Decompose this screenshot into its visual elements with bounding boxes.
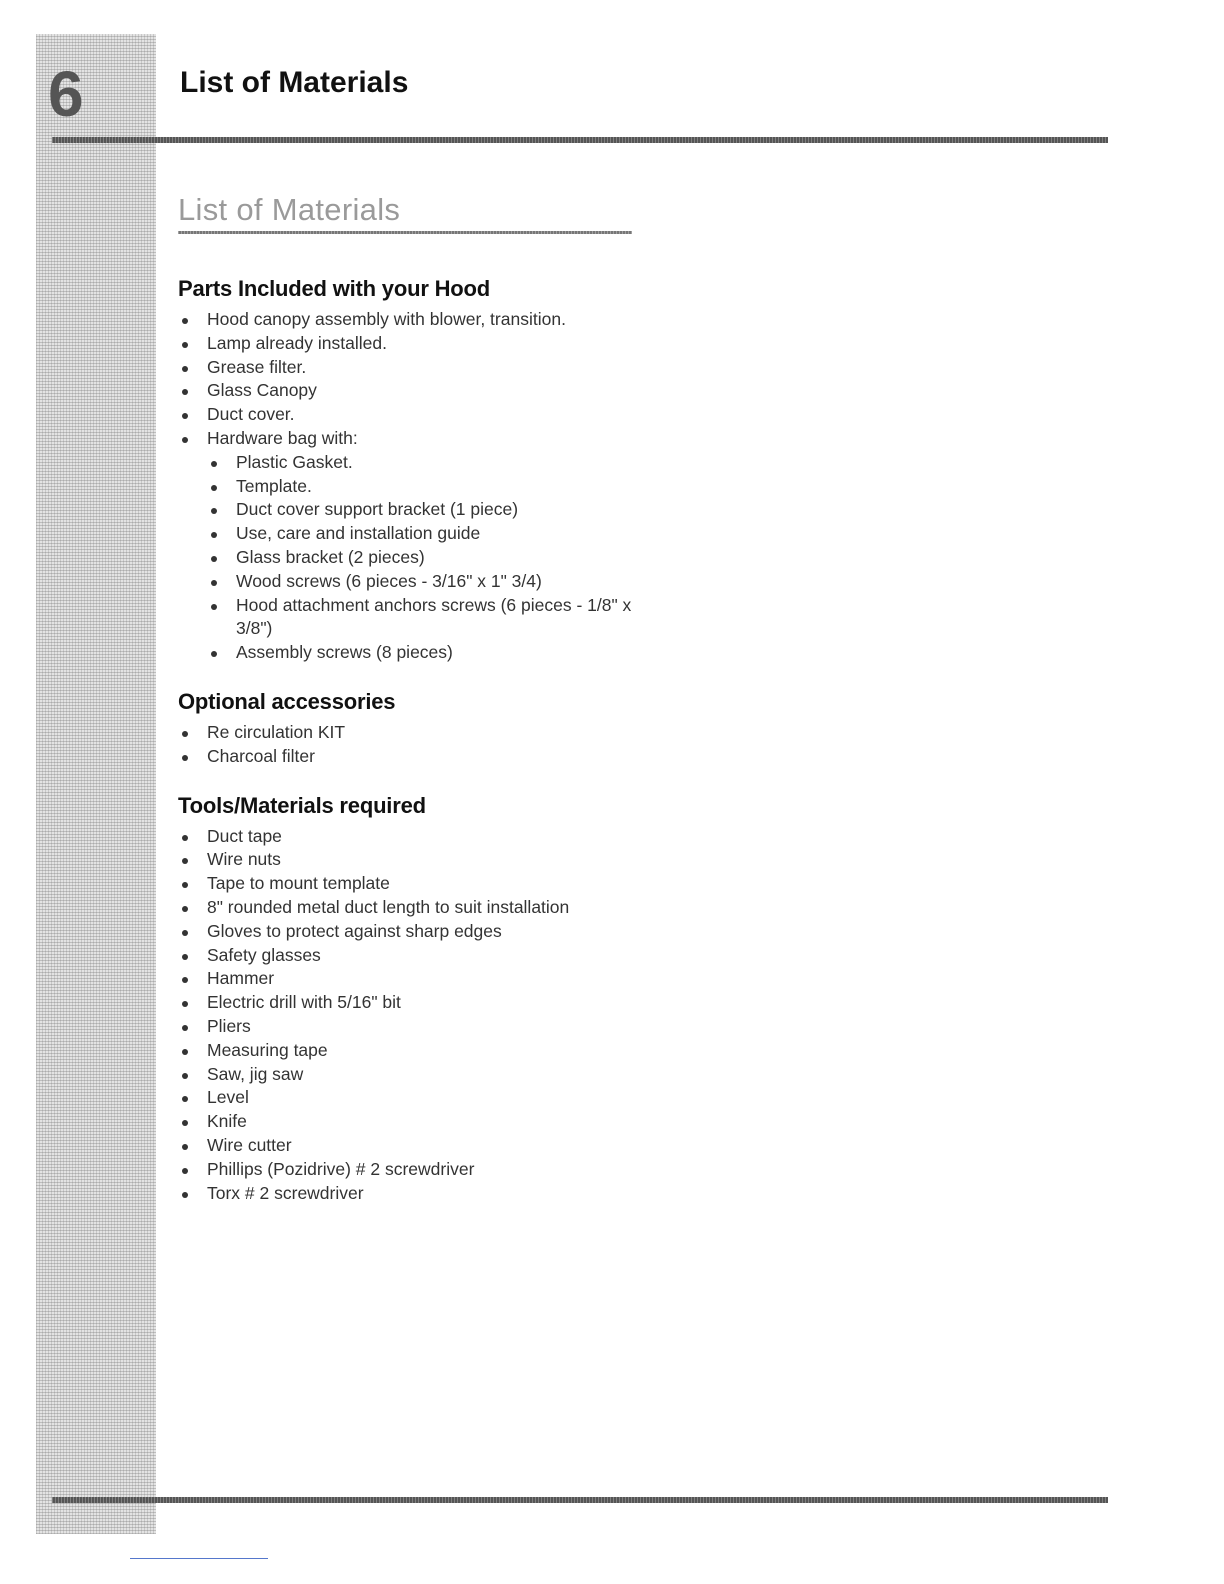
list-item: Electric drill with 5/16" bit (178, 991, 648, 1015)
list-item: Duct cover support bracket (1 piece) (207, 498, 648, 522)
tools-required-heading: Tools/Materials required (178, 792, 426, 818)
hardware-bag-label: Hardware bag with: (207, 427, 358, 448)
list-item: Re circulation KIT (178, 721, 648, 745)
list-item: Pliers (178, 1015, 648, 1039)
page-number: 6 (48, 58, 84, 130)
header-divider (52, 137, 1108, 143)
list-item: Duct tape (178, 825, 648, 849)
list-item: Tape to mount template (178, 872, 648, 896)
optional-accessories-heading: Optional accessories (178, 688, 396, 714)
parts-included-list (178, 308, 648, 665)
list-item: Measuring tape (178, 1039, 648, 1063)
list-item: Hammer (178, 967, 648, 991)
list-item: Grease filter. (178, 356, 648, 380)
side-bar-decoration (36, 34, 156, 1534)
list-item: Assembly screws (8 pieces) (207, 641, 648, 665)
list-item: Phillips (Pozidrive) # 2 screwdriver (178, 1158, 648, 1182)
optional-accessories-group (178, 689, 648, 769)
tools-required-list (178, 825, 648, 1206)
list-item: Use, care and installation guide (207, 522, 648, 546)
parts-included-heading: Parts Included with your Hood (178, 276, 490, 301)
footer-divider (52, 1497, 1108, 1503)
tools-required-group (178, 793, 648, 1206)
list-item: Duct cover. (178, 403, 648, 427)
list-item: Plastic Gasket. (207, 451, 648, 475)
section-title: List of Materials (178, 192, 401, 227)
list-item: Wire cutter (178, 1134, 648, 1158)
list-item: Level (178, 1086, 648, 1110)
list-item: Torx # 2 screwdriver (178, 1182, 648, 1206)
footer-link-underline (130, 1558, 268, 1559)
hardware-bag-list (207, 451, 648, 665)
list-item: Charcoal filter (178, 745, 648, 769)
list-item: Saw, jig saw (178, 1063, 648, 1087)
materials-content (178, 276, 648, 1229)
list-item: Lamp already installed. (178, 332, 648, 356)
section-title-underline (178, 231, 632, 234)
list-item: Glass bracket (2 pieces) (207, 546, 648, 570)
list-item: Hood canopy assembly with blower, transition. (178, 308, 648, 332)
list-item: Safety glasses (178, 944, 648, 968)
parts-included-group (178, 276, 648, 665)
list-item: Hood attachment anchors screws (6 pieces - 1/8" x 3/8") (207, 594, 648, 642)
header-title: List of Materials (180, 66, 409, 99)
optional-accessories-list (178, 721, 648, 769)
list-item: Gloves to protect against sharp edges (178, 920, 648, 944)
list-item-hardware-bag (178, 427, 648, 665)
list-item: Wire nuts (178, 848, 648, 872)
list-item: Wood screws (6 pieces - 3/16" x 1" 3/4) (207, 570, 648, 594)
list-item: Knife (178, 1110, 648, 1134)
list-item: Glass Canopy (178, 379, 648, 403)
list-item: 8" rounded metal duct length to suit installation (178, 896, 648, 920)
list-item: Template. (207, 475, 648, 499)
